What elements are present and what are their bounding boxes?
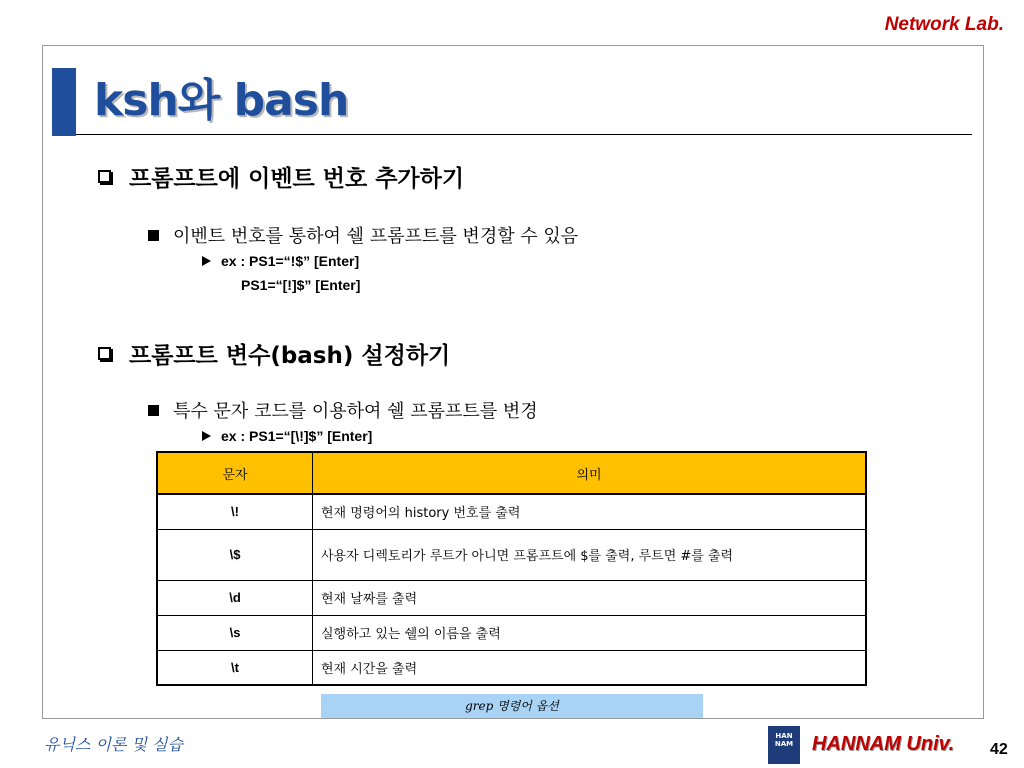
section-2-bullet-text: 특수 문자 코드를 이용하여 쉘 프롬프트를 변경 [173,401,538,422]
table-row [157,615,866,650]
page-number: 42 [990,741,1008,758]
section-2-bullet [148,397,538,423]
table-cell-code: \! [157,494,313,529]
table-cell-meaning: 실행하고 있는 쉘의 이름을 출력 [313,615,867,650]
section-2-example-1 [202,428,372,444]
table-header-char: 문자 [157,452,313,494]
square-bullet-icon [148,405,159,416]
section-heading-2-text: 프롬프트 변수(bash) 설정하기 [129,343,451,369]
table-row [157,494,866,529]
section-1-example-1-text: ex : PS1=“!$” [Enter] [221,253,360,269]
table-caption: grep 명령어 옵션 [321,694,703,718]
table-cell-meaning: 현재 명령어의 history 번호를 출력 [313,494,867,529]
table-cell-code: \$ [157,529,313,580]
university-name: HANNAM Univ. [812,733,955,755]
title-divider [76,134,972,135]
section-heading-1-text: 프롬프트에 이벤트 번호 추가하기 [129,166,465,192]
triangle-bullet-icon [202,256,211,266]
section-1-bullet [148,222,578,248]
table-cell-meaning: 현재 날짜를 출력 [313,580,867,615]
section-1-bullet-text: 이벤트 번호를 통하여 쉘 프롬프트를 변경할 수 있음 [173,226,579,247]
table-cell-meaning: 현재 시간을 출력 [313,650,867,685]
section-2-example-1-text: ex : PS1=“[\!]$” [Enter] [221,428,373,444]
table-row [157,650,866,685]
slide-title: ksh와 bash [94,75,349,126]
table-row [157,580,866,615]
section-1-example-1 [202,253,359,269]
section-1-example-2: PS1=“[!]$” [Enter] [241,277,361,293]
triangle-bullet-icon [202,431,211,441]
table-cell-code: \s [157,615,313,650]
checkbox-bullet-icon [98,170,111,183]
section-heading-1 [98,160,464,193]
title-accent-bar [52,68,76,136]
table-header-meaning: 의미 [313,452,867,494]
table-cell-code: \t [157,650,313,685]
table-header-row [157,452,866,494]
table-cell-code: \d [157,580,313,615]
lab-name: Network Lab. [884,14,1004,35]
table-row [157,529,866,580]
course-name: 유닉스 이론 및 실습 [44,735,183,754]
prompt-code-table [156,451,867,686]
table-cell-meaning: 사용자 디렉토리가 루트가 아니면 프롬프트에 $를 출력, 루트면 #를 출력 [313,529,867,580]
checkbox-bullet-icon [98,347,111,360]
section-heading-2 [98,337,450,370]
square-bullet-icon [148,230,159,241]
university-logo: HAN NAM [768,726,800,764]
